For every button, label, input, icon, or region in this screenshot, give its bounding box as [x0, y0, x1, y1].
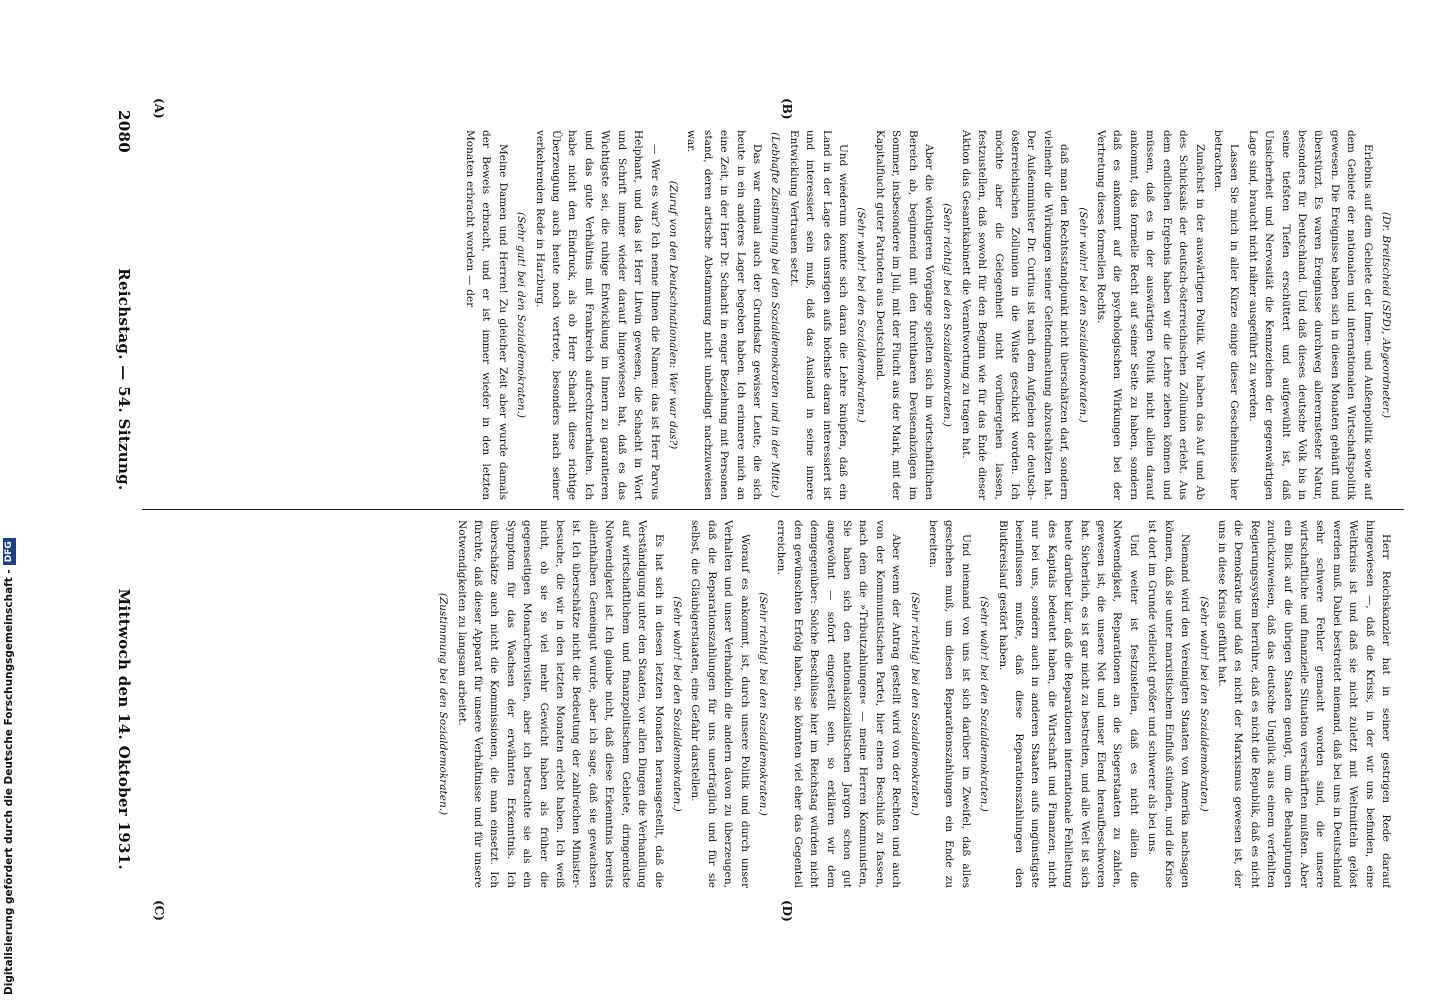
margin-marker-d: (D)	[780, 900, 794, 922]
speech-paragraph: Und weiter ist festzustellen, daß es nicht allein die Notwendigkeit, Reparationen an die Siegerstaaten zu zahlen, gewesen ist, die unsere Not und unser Elend heraufbeschworen hat. Sicherlich, es ist gar nicht zu bestreiten, und alle Welt ist sich heute darüber klar, daß die Reparationen internationale Fehlleitung des Kapitals bedeutet haben, die Wirtschaft und Finanzen, nicht nur bei uns, sondern auch in anderen Staaten aufs ungünstigste beeinflussen mußte, daß diese Reparationszahlungen den Blutkreislauf gestört haben.	[996, 520, 1140, 888]
margin-marker-c: (C)	[152, 900, 166, 921]
interjection-paragraph: (Sehr richtig! bei den Sozialdemokraten.)	[908, 592, 921, 816]
interjection-paragraph: (Lebhafte Zustimmung bei den Sozialdemokraten und in der Mitte.)	[769, 132, 782, 498]
speech-paragraph: Worauf es ankommt, ist, durch unsere Politik und durch unser Verhalten und unser Verhandeln die andern davon zu überzeugen, daß die Reparationszahlungen für uns unerträglich und für sie selbst, die Gläubigerstaaten, eine Gefahr darstellen.	[689, 520, 751, 888]
right-text-column	[146, 520, 1394, 888]
interjection-paragraph: (Sehr wahr! bei den Sozialdemokraten.)	[1197, 596, 1210, 812]
speech-paragraph: Meine Damen und Herren! Zu gleicher Zeit aber wurde damals der Beweis erbracht, und er ist immer wieder in den letzten Monaten erbracht worden — der	[464, 130, 509, 500]
interjection-paragraph: (Sehr wahr! bei den Sozialdemokraten.)	[670, 596, 683, 812]
speech-paragraph: Zunächst in der auswärtigen Politik. Wir haben das Auf und Ab des Schicksals der deutsch-österreichischen Zollunion erlebt. Aus dem endlichen Ergebnis haben wir die Lehre ziehen können und müssen, daß es in der auswärtigen Politik nicht allein darauf ankommt, das formelle Recht auf seiner Seite zu haben, sondern daß es ankommt auf die psychologischen Wirkungen bei der Vertretung dieses formellen Rechts.	[1095, 130, 1206, 500]
interjection-paragraph: (Sehr richtig! bei den Sozialdemokraten.)	[756, 592, 769, 816]
left-text-column	[146, 130, 1394, 500]
page-number: 2080	[115, 110, 133, 153]
speech-paragraph: Lassen Sie mich in aller Kürze einige dieser Geschehnisse hier betrachten.	[1211, 130, 1241, 500]
speech-paragraph: Aber die wichtigeren Vorgänge spielten sich im wirtschaftlichen Bereich ab, beginnend mit den furchtbaren Devisenabzügen im Sommer, insbesondere im Juli, mit der Flucht aus der Mark, mit der Kapitalflucht guter Patrioten aus Deutschland.	[873, 130, 936, 500]
interjection-paragraph: (Dr. Breitscheid (SPD), Abgeordneter.)	[1380, 211, 1392, 419]
interjection-paragraph: (Zuruf von den Deutschnationalen: Wer war das?)	[666, 180, 679, 450]
interjection-paragraph: (Sehr wahr! bei den Sozialdemokraten.)	[855, 207, 868, 423]
header-session: Reichstag. — 54. Sitzung.	[115, 268, 133, 491]
margin-marker-a: (A)	[152, 98, 166, 119]
dfg-logo: DFG	[3, 538, 16, 565]
digitization-credit	[0, 0, 20, 1000]
header-date: Mittwoch den 14. Oktober 1931.	[115, 588, 133, 870]
margin-marker-b: (B)	[780, 98, 794, 120]
speech-paragraph: Aber wenn der Antrag gestellt wird von der Rechten und auch von der Kommunistischen Partei, hier einen Beschluß zu fassen, nach dem die »Tributzahlungen« — meine Herren Kommunisten, Sie haben sich den nationalsozialistischen Jargon schon gut angewöhnt — sofort eingestellt sein, so erklären wir dem demgegenüber: Solche Beschlüsse hier im Reichstag würden nicht den gewünschten Erfolg haben, sie könnten viel eher das Gegenteil erreichen.	[775, 520, 903, 888]
interjection-paragraph: (Zustimmung bei den Sozialdemokraten.)	[437, 592, 450, 816]
speech-paragraph: Es hat sich in diesen letzten Monaten herausgestellt, daß die Verständigung unter den Staaten, vor allen Dingen die Verhandlung auf wirtschaftlichem und finanzpolitischem Gebiete, dringendste Notwendigkeit ist. Ich glaube nicht, daß diese Erkenntnis bereits allenthalben Gemeingut wurde, aber ich sage, daß sie gewachsen ist. Ich überschätze nicht die Bedeutung der zahlreichen Minister-besuche, die wir in den letzten Monaten erlebt haben. Ich weiß nicht, ob sie so viel mehr Gewicht haben als früher die gegenseitigen Monarchenvisiten, aber ich betrachte sie als ein Symptom für das Wachsen der erwähnten Erkenntnis. Ich überschätze auch nicht die Kommissionen, die man einsetzt. Ich fürchte, daß dieser Apparat für unsere Verhältnisse und für unsere Notwendigkeiten zu langsam arbeitet.	[455, 520, 665, 888]
interjection-paragraph: (Sehr richtig! bei den Sozialdemokraten.)	[941, 203, 954, 427]
credit-text: Digitalisierung gefördert durch die Deutsche Forschungsgemeinschaft -	[3, 569, 15, 995]
column-divider	[142, 509, 1404, 510]
speech-paragraph: Herr Reichskanzler hat in seiner gestrigen Rede darauf hingewiesen —, daß die Krisis, in der wir uns befinden, eine Weltkrisis ist und daß sie nicht zuletzt mit Weltmitteln gelöst werden muß. Dabei bestreitet niemand, daß bei uns in Deutschland sehr schwere Fehler gemacht worden sind, die unsere wirtschaftliche und finanzielle Situation verschärften mußten. Aber ein Blick auf die übrigen Staaten genügt, um die Behauptungen zurückzuweisen, daß das deutsche Unglück aus einem verfehlten Regierungssystem herrühre, daß es nicht die Republik, daß es nicht die Demokratie und daß es nicht der Marxismus gewesen ist, der uns in diese Krisis geführt hat.	[1215, 520, 1392, 888]
speech-paragraph: Und niemand von uns ist sich darüber im Zweifel, daß alles geschehen muß, um diesen Reparationszahlungen ein Ende zu bereiten.	[927, 520, 972, 888]
interjection-paragraph: (Sehr wahr! bei den Sozialdemokraten.)	[978, 596, 991, 812]
speech-paragraph: — Wer es war? Ich nenne Ihnen die Namen: das ist Herr Parvus Helphant, und das ist Herr Litwin gewesen, die Schacht in Wort und Schrift immer wieder darauf hingewiesen hat, daß es das Wichtigste sei, die ruhige Entwicklung im Innern zu garantieren und das gute Verhältnis mit Frankreich aufrechtzuerhalten. Ich habe nicht den Eindruck, als ob Herr Schacht diese richtige Überzeugung auch heute noch vertrete, besonders nach seiner verkehrenden Rede in Harzburg.	[533, 130, 661, 500]
interjection-paragraph: (Sehr wahr! bei den Sozialdemokraten.)	[1076, 207, 1089, 423]
speech-paragraph: Erlebnis auf dem Gebiete der Innen- und Außenpolitik sowie auf dem Gebiete der nationalen und internationalen Wirtschaftspolitik gewesen. Die Ereignisse haben sich in diesen Monaten gehäuft und überstürzt. Es waren Ereignisse durchweg allerernstester Natur, besonders für Deutschland. Und daß dieses deutsche Volk bis in seine tiefsten Tiefen erschüttert und aufgewühlt ist, daß Unsicherheit und Nervosität die Kennzeichen der gegenwärtigen Lage sind, braucht nicht näher ausgeführt zu werden.	[1246, 130, 1374, 500]
speech-paragraph: daß man den Rechtsstandpunkt nicht überschätzen darf, sondern vielmehr die Wirkungen seiner Geltendmachung abzuschätzen hat. Der Außenminister Dr. Curtius ist nach dem Aufgeben der deutsch-österreichischen Zollunion in die Wüste geschickt worden. Ich möchte aber die Gelegenheit nicht vorübergehen lassen, festzustellen, daß sowohl für den Beginn wie für das Ende dieser Aktion das Gesamtkabinett die Verantwortung zu tragen hat.	[959, 130, 1071, 500]
page-header	[104, 110, 144, 870]
speech-paragraph: Und wiederum konnte sich daran die Lehre knüpfen, daß ein Land in der Lage des unsrigen aufs höchste daran interessiert ist und interessiert sein muß, daß das Ausland in seine innere Entwicklung Vertrauen setzt.	[787, 130, 849, 500]
interjection-paragraph: (Sehr gut! bei den Sozialdemokraten.)	[515, 211, 528, 419]
speech-paragraph: Niemand wird den Vereinigten Staaten von Amerika nachsagen können, daß sie unter marxistischem Einfluß stünden, und die Krise ist dort im Grunde vielleicht größer und schwerer als bei uns.	[1146, 520, 1192, 888]
speech-paragraph: Das war einmal auch der Grundsatz gewisser Leute, die sich heute in ein anderes Lager begeben haben. Ich erinnere mich an eine Zeit, in der Herr Dr. Schacht in enger Beziehung mit Personen stand, deren artische Abstammung nicht unbedingt nachzuweisen war.	[685, 130, 763, 500]
